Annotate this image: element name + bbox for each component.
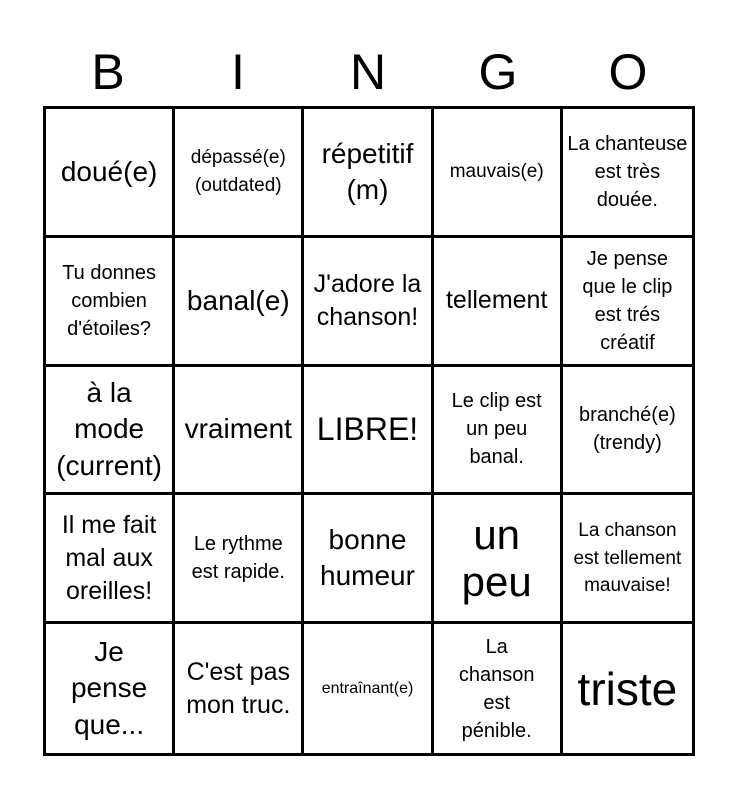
bingo-header <box>43 40 693 104</box>
header-letter-g: G <box>478 44 518 100</box>
cell-text: doué(e) <box>60 155 158 187</box>
cell-text: La chanson est pénible. <box>458 635 535 742</box>
header-letter-n: N <box>349 44 387 100</box>
cell-text: J'adore la chanson! <box>313 269 422 331</box>
cell-text: Il me fait mal aux oreilles! <box>61 510 157 605</box>
header-letter-b: B <box>91 44 125 100</box>
bingo-cell[interactable] <box>46 495 175 624</box>
cell-text: bonne humeur <box>320 523 415 592</box>
bingo-cell[interactable] <box>175 367 304 496</box>
free-space-text: LIBRE! <box>316 411 419 448</box>
bingo-cell[interactable] <box>304 109 433 238</box>
bingo-cell[interactable] <box>434 495 563 624</box>
bingo-cell[interactable] <box>46 624 175 753</box>
cell-text: Je pense que... <box>70 636 148 740</box>
bingo-cell[interactable] <box>563 624 692 753</box>
bingo-cell[interactable] <box>304 238 433 367</box>
cell-text: branché(e) (trendy) <box>579 404 676 455</box>
bingo-cell[interactable] <box>434 109 563 238</box>
cell-text: banal(e) <box>186 284 290 316</box>
bingo-cell[interactable] <box>434 624 563 753</box>
cell-text: triste <box>577 662 678 715</box>
cell-text: La chanteuse est très douée. <box>567 132 688 211</box>
cell-text: vraiment <box>184 413 292 445</box>
cell-text: tellement <box>445 286 548 315</box>
bingo-cell[interactable] <box>46 238 175 367</box>
cell-text: La chanson est tellement mauvaise! <box>573 519 682 597</box>
bingo-cell[interactable] <box>563 367 692 496</box>
bingo-cell[interactable] <box>175 624 304 753</box>
bingo-cell[interactable] <box>46 367 175 496</box>
header-letter-i: I <box>231 44 245 100</box>
cell-text: entraînant(e) <box>321 680 414 697</box>
bingo-cell[interactable] <box>563 495 692 624</box>
cell-text: Le rythme est rapide. <box>191 533 285 584</box>
bingo-cell[interactable] <box>46 109 175 238</box>
bingo-cell[interactable] <box>563 238 692 367</box>
cell-text: répetitif (m) <box>321 137 414 205</box>
bingo-cell[interactable] <box>434 367 563 496</box>
bingo-cell[interactable] <box>304 367 433 496</box>
bingo-cell[interactable] <box>434 238 563 367</box>
bingo-board <box>43 106 695 756</box>
bingo-cell[interactable] <box>304 624 433 753</box>
bingo-cell[interactable] <box>175 495 304 624</box>
cell-text: C'est pas mon truc. <box>186 657 291 719</box>
bingo-cell[interactable] <box>563 109 692 238</box>
cell-text: Le clip est un peu banal. <box>451 390 542 469</box>
cell-text: à la mode (current) <box>56 376 162 481</box>
cell-text: mauvais(e) <box>449 161 544 183</box>
cell-text: dépassé(e) (outdated) <box>190 147 286 196</box>
cell-text: Je pense que le clip est trés créatif <box>582 247 673 354</box>
bingo-cell[interactable] <box>175 109 304 238</box>
header-letter-o: O <box>608 44 648 100</box>
cell-text: Tu donnes combien d'étoiles? <box>62 261 156 340</box>
bingo-cell[interactable] <box>175 238 304 367</box>
bingo-cell[interactable] <box>304 495 433 624</box>
cell-text: un peu <box>461 511 532 606</box>
